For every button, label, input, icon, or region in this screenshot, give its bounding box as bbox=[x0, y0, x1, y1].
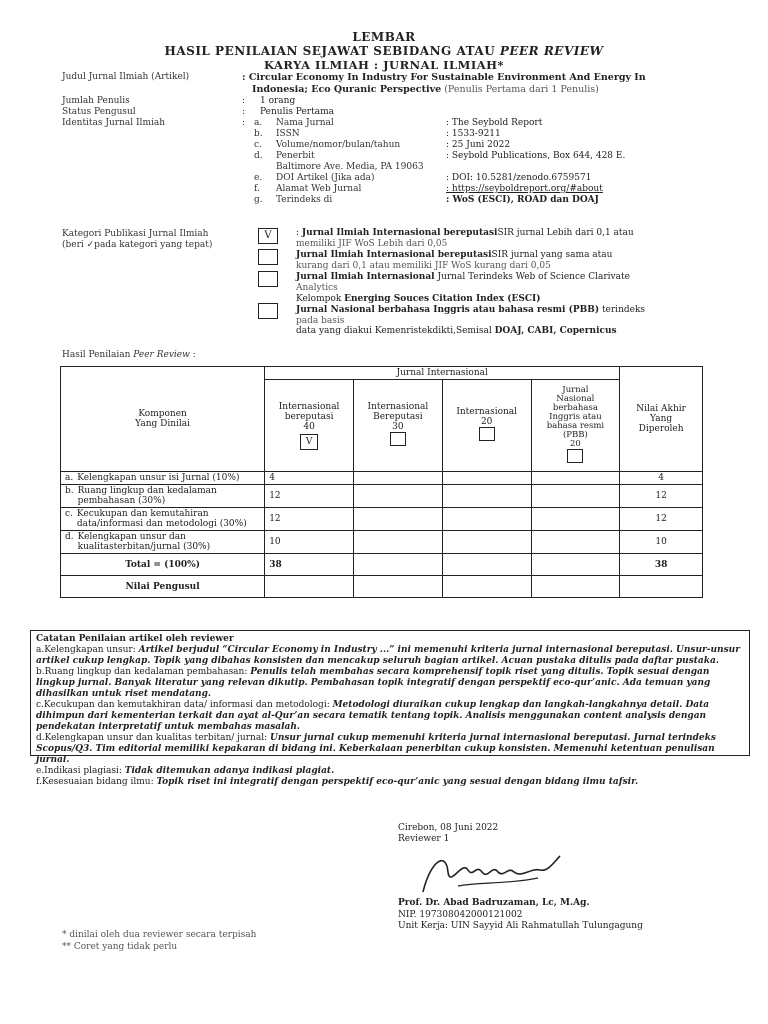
identitas-field-value: : The Seybold Report bbox=[446, 118, 543, 128]
score-row bbox=[61, 531, 703, 554]
score-row bbox=[61, 508, 703, 531]
col2-checkbox[interactable] bbox=[390, 432, 406, 446]
title-line-2: HASIL PENILAIAN SEJAWAT SEBIDANG ATAU PEER REVIEW bbox=[164, 44, 604, 58]
col1-checkbox[interactable]: V bbox=[300, 434, 318, 450]
signer-unit: Unit Kerja: UIN Sayyid Ali Rahmatullah Tulungagung bbox=[398, 921, 643, 931]
score-col1: 12 bbox=[265, 508, 354, 531]
score-component: d. Kelengkapan unsur dan kualitasterbitan/jurnal (30%) bbox=[61, 531, 265, 554]
kategori-option-3: Jurnal Ilmiah Internasional Jurnal Terindeks Web of Science Clarivate bbox=[296, 272, 630, 282]
signer-name: Prof. Dr. Abad Badruzaman, Lc, M.Ag. bbox=[398, 898, 590, 908]
kategori-checkbox-4[interactable] bbox=[258, 303, 278, 319]
note-f: f.Kesesuaian bidang ilmu: Topik riset ini integratif dengan perspektif eco-qur’anic yang sesuai dengan bidang ilmu tafsir. bbox=[36, 777, 639, 787]
identitas-field-value: : WoS (ESCI), ROAD dan DOAJ bbox=[446, 195, 599, 205]
identitas-field-label: Alamat Web Jurnal bbox=[276, 184, 362, 194]
judul-value-1: : Circular Economy In Industry For Sustainable Environment And Energy In bbox=[242, 72, 646, 83]
footnote-2: ** Coret yang tidak perlu bbox=[62, 942, 178, 952]
kategori-option-1: : Jurnal Ilmiah Internasional bereputasiSIR jurnal Lebih dari 0,1 atau bbox=[296, 228, 634, 238]
signer-nip: NIP. 197308042000121002 bbox=[398, 910, 523, 920]
score-component: a. Kelengkapan unsur isi Jurnal (10%) bbox=[61, 472, 265, 485]
identitas-field-label: Penerbit bbox=[276, 151, 315, 161]
col3-checkbox[interactable] bbox=[479, 427, 495, 441]
score-col1: 10 bbox=[265, 531, 354, 554]
identitas-key: e. bbox=[254, 173, 263, 183]
komponen-header: Komponen Yang Dinilai bbox=[61, 367, 265, 472]
identitas-field-label: ISSN bbox=[276, 129, 300, 139]
identitas-key: b. bbox=[254, 129, 263, 139]
identitas-field-label: Terindeks di bbox=[276, 195, 333, 205]
col-internasional-bereputasi-40: Internasional bereputasi 40 V bbox=[265, 380, 354, 472]
col-internasional-20: Internasional 20 bbox=[442, 380, 531, 472]
kategori-option-2: Jurnal Ilmiah Internasional bereputasiSIR jurnal yang sama atau bbox=[296, 250, 613, 260]
status-value: Penulis Pertama bbox=[260, 107, 334, 117]
note-a: a.Kelengkapan unsur: Artikel berjudul “Circular Economy in Industry ...” ini memenuhi kriteria jurnal internasional bereputasi. Unsur-unsur artikel cukup lengkap. Topik yang dibahas konsisten dan mencakup seluruh bagian artikel. Acuan pustaka ditulis pada daftar pustaka. bbox=[36, 645, 740, 666]
notes-heading: Catatan Penilaian artikel oleh reviewer bbox=[36, 634, 234, 644]
judul-label: Judul Jurnal Ilmiah (Artikel) bbox=[62, 72, 190, 82]
identitas-field-label: DOI Artikel (Jika ada) bbox=[276, 173, 375, 183]
score-col1: 4 bbox=[265, 472, 354, 485]
reviewer-notes bbox=[30, 630, 750, 787]
identitas-key: c. bbox=[254, 140, 262, 150]
identitas-key: g. bbox=[254, 195, 263, 205]
identitas-field-value: : 25 Juni 2022 bbox=[446, 140, 511, 150]
journal-web-link[interactable]: : https://seyboldreport.org/#about bbox=[446, 184, 603, 194]
score-col1: 12 bbox=[265, 485, 354, 508]
score-table bbox=[60, 366, 703, 598]
kategori-label-2: (beri ✓pada kategori yang tepat) bbox=[62, 240, 213, 250]
title-line-3: KARYA ILMIAH : JURNAL ILMIAH* bbox=[263, 58, 505, 72]
score-row bbox=[61, 472, 703, 485]
status-label: Status Pengusul bbox=[62, 107, 136, 117]
signature-image bbox=[418, 842, 568, 900]
place-date: Cirebon, 08 Juni 2022 bbox=[398, 823, 499, 833]
identitas-label: Identitas Jurnal Ilmiah bbox=[62, 118, 166, 128]
total-label: Total = (100%) bbox=[61, 554, 265, 576]
identitas-key: d. bbox=[254, 151, 263, 161]
col4-checkbox[interactable] bbox=[567, 449, 583, 463]
identitas-field-label: Nama Jurnal bbox=[276, 118, 334, 128]
col-nasional-pbb-20: Jurnal Nasional berbahasa Inggris atau bahasa resmi (PBB) 20 bbox=[531, 380, 620, 472]
identitas-field-value: : 1533-9211 bbox=[446, 129, 501, 139]
reviewer-label: Reviewer 1 bbox=[398, 834, 450, 844]
score-final: 12 bbox=[620, 508, 703, 531]
nilai-akhir-header: Nilai Akhir Yang Diperoleh bbox=[620, 367, 703, 472]
score-final: 4 bbox=[620, 472, 703, 485]
total-col1: 38 bbox=[265, 554, 354, 576]
title-line-1: LEMBAR bbox=[352, 30, 416, 44]
kategori-checkbox-1[interactable]: V bbox=[258, 228, 278, 244]
kategori-option-4: Jurnal Nasional berbahasa Inggris atau bahasa resmi (PBB) terindeks bbox=[296, 305, 646, 315]
note-b: b.Ruang lingkup dan kedalaman pembahasan: Penulis telah membahas secara komprehensif topik riset yang ditulis. Topik sesuai dengan lingkup jurnal. Banyak literatur yang relevan dikutip. Pembahasan topik integratif dengan perspektif eco-qur’anic. Ada temuan yang dihasilkan untuk riset mendatang. bbox=[36, 667, 711, 699]
note-c: c.Kecukupan dan kemutakhiran data/ informasi dan metodologi: Metodologi diuraikan cukup lengkap dan langkah-langkahnya detail. Data dihimpun dari kementerian terkait dan ayat al-Qur’an secara tematik tentang topik. Analisis menggunakan content analysis dengan pendekatan interpretatif untuk membahas masalah. bbox=[36, 700, 710, 732]
kategori-checkbox-3[interactable] bbox=[258, 271, 278, 287]
score-component: c. Kecukupan dan kemutahiran data/informasi dan metodologi (30%) bbox=[61, 508, 265, 531]
identitas-field-value: : Seybold Publications, Box 644, 428 E. bbox=[446, 151, 626, 161]
identitas-field-label: Baltimore Ave. Media, PA 19063 bbox=[276, 162, 424, 172]
judul-value-2: Indonesia; Eco Quranic Perspective (Penulis Pertama dari 1 Penulis) bbox=[252, 84, 599, 95]
score-final: 12 bbox=[620, 485, 703, 508]
total-col5: 38 bbox=[620, 554, 703, 576]
identitas-field-value: : DOI: 10.5281/zenodo.6759571 bbox=[446, 173, 592, 183]
identitas-field-label: Volume/nomor/bulan/tahun bbox=[276, 140, 401, 150]
kategori-checkbox-2[interactable] bbox=[258, 249, 278, 265]
identitas-key: f. bbox=[254, 184, 260, 194]
identitas-key: a. bbox=[254, 118, 263, 128]
score-final: 10 bbox=[620, 531, 703, 554]
nilai-pengusul-label: Nilai Pengusul bbox=[61, 576, 265, 598]
jurnal-internasional-header: Jurnal Internasional bbox=[265, 367, 620, 380]
hasil-label: Hasil Penilaian Peer Review : bbox=[62, 350, 196, 360]
note-d: d.Kelengkapan unsur dan kualitas terbitan/ jurnal: Unsur jurnal cukup memenuhi kriteria jurnal internasional bereputasi. Jurnal terindeks Scopus/Q3. Tim editorial memiliki kepakaran di bidang ini. Keberkalaan penerbitan cukup konsisten. Memenuhi ketentuan penulisan jurnal. bbox=[36, 733, 716, 765]
penulis-label: Jumlah Penulis bbox=[62, 96, 130, 106]
note-e: e.Indikasi plagiasi: Tidak ditemukan adanya indikasi plagiat. bbox=[36, 766, 335, 776]
penulis-value: 1 orang bbox=[260, 96, 296, 106]
score-component: b. Ruang lingkup dan kedalaman pembahasan (30%) bbox=[61, 485, 265, 508]
kategori-label-1: Kategori Publikasi Jurnal Ilmiah bbox=[62, 229, 209, 239]
col-internasional-bereputasi-30: Internasional Bereputasi 30 bbox=[353, 380, 442, 472]
footnote-1: * dinilai oleh dua reviewer secara terpisah bbox=[62, 930, 257, 940]
score-row bbox=[61, 485, 703, 508]
